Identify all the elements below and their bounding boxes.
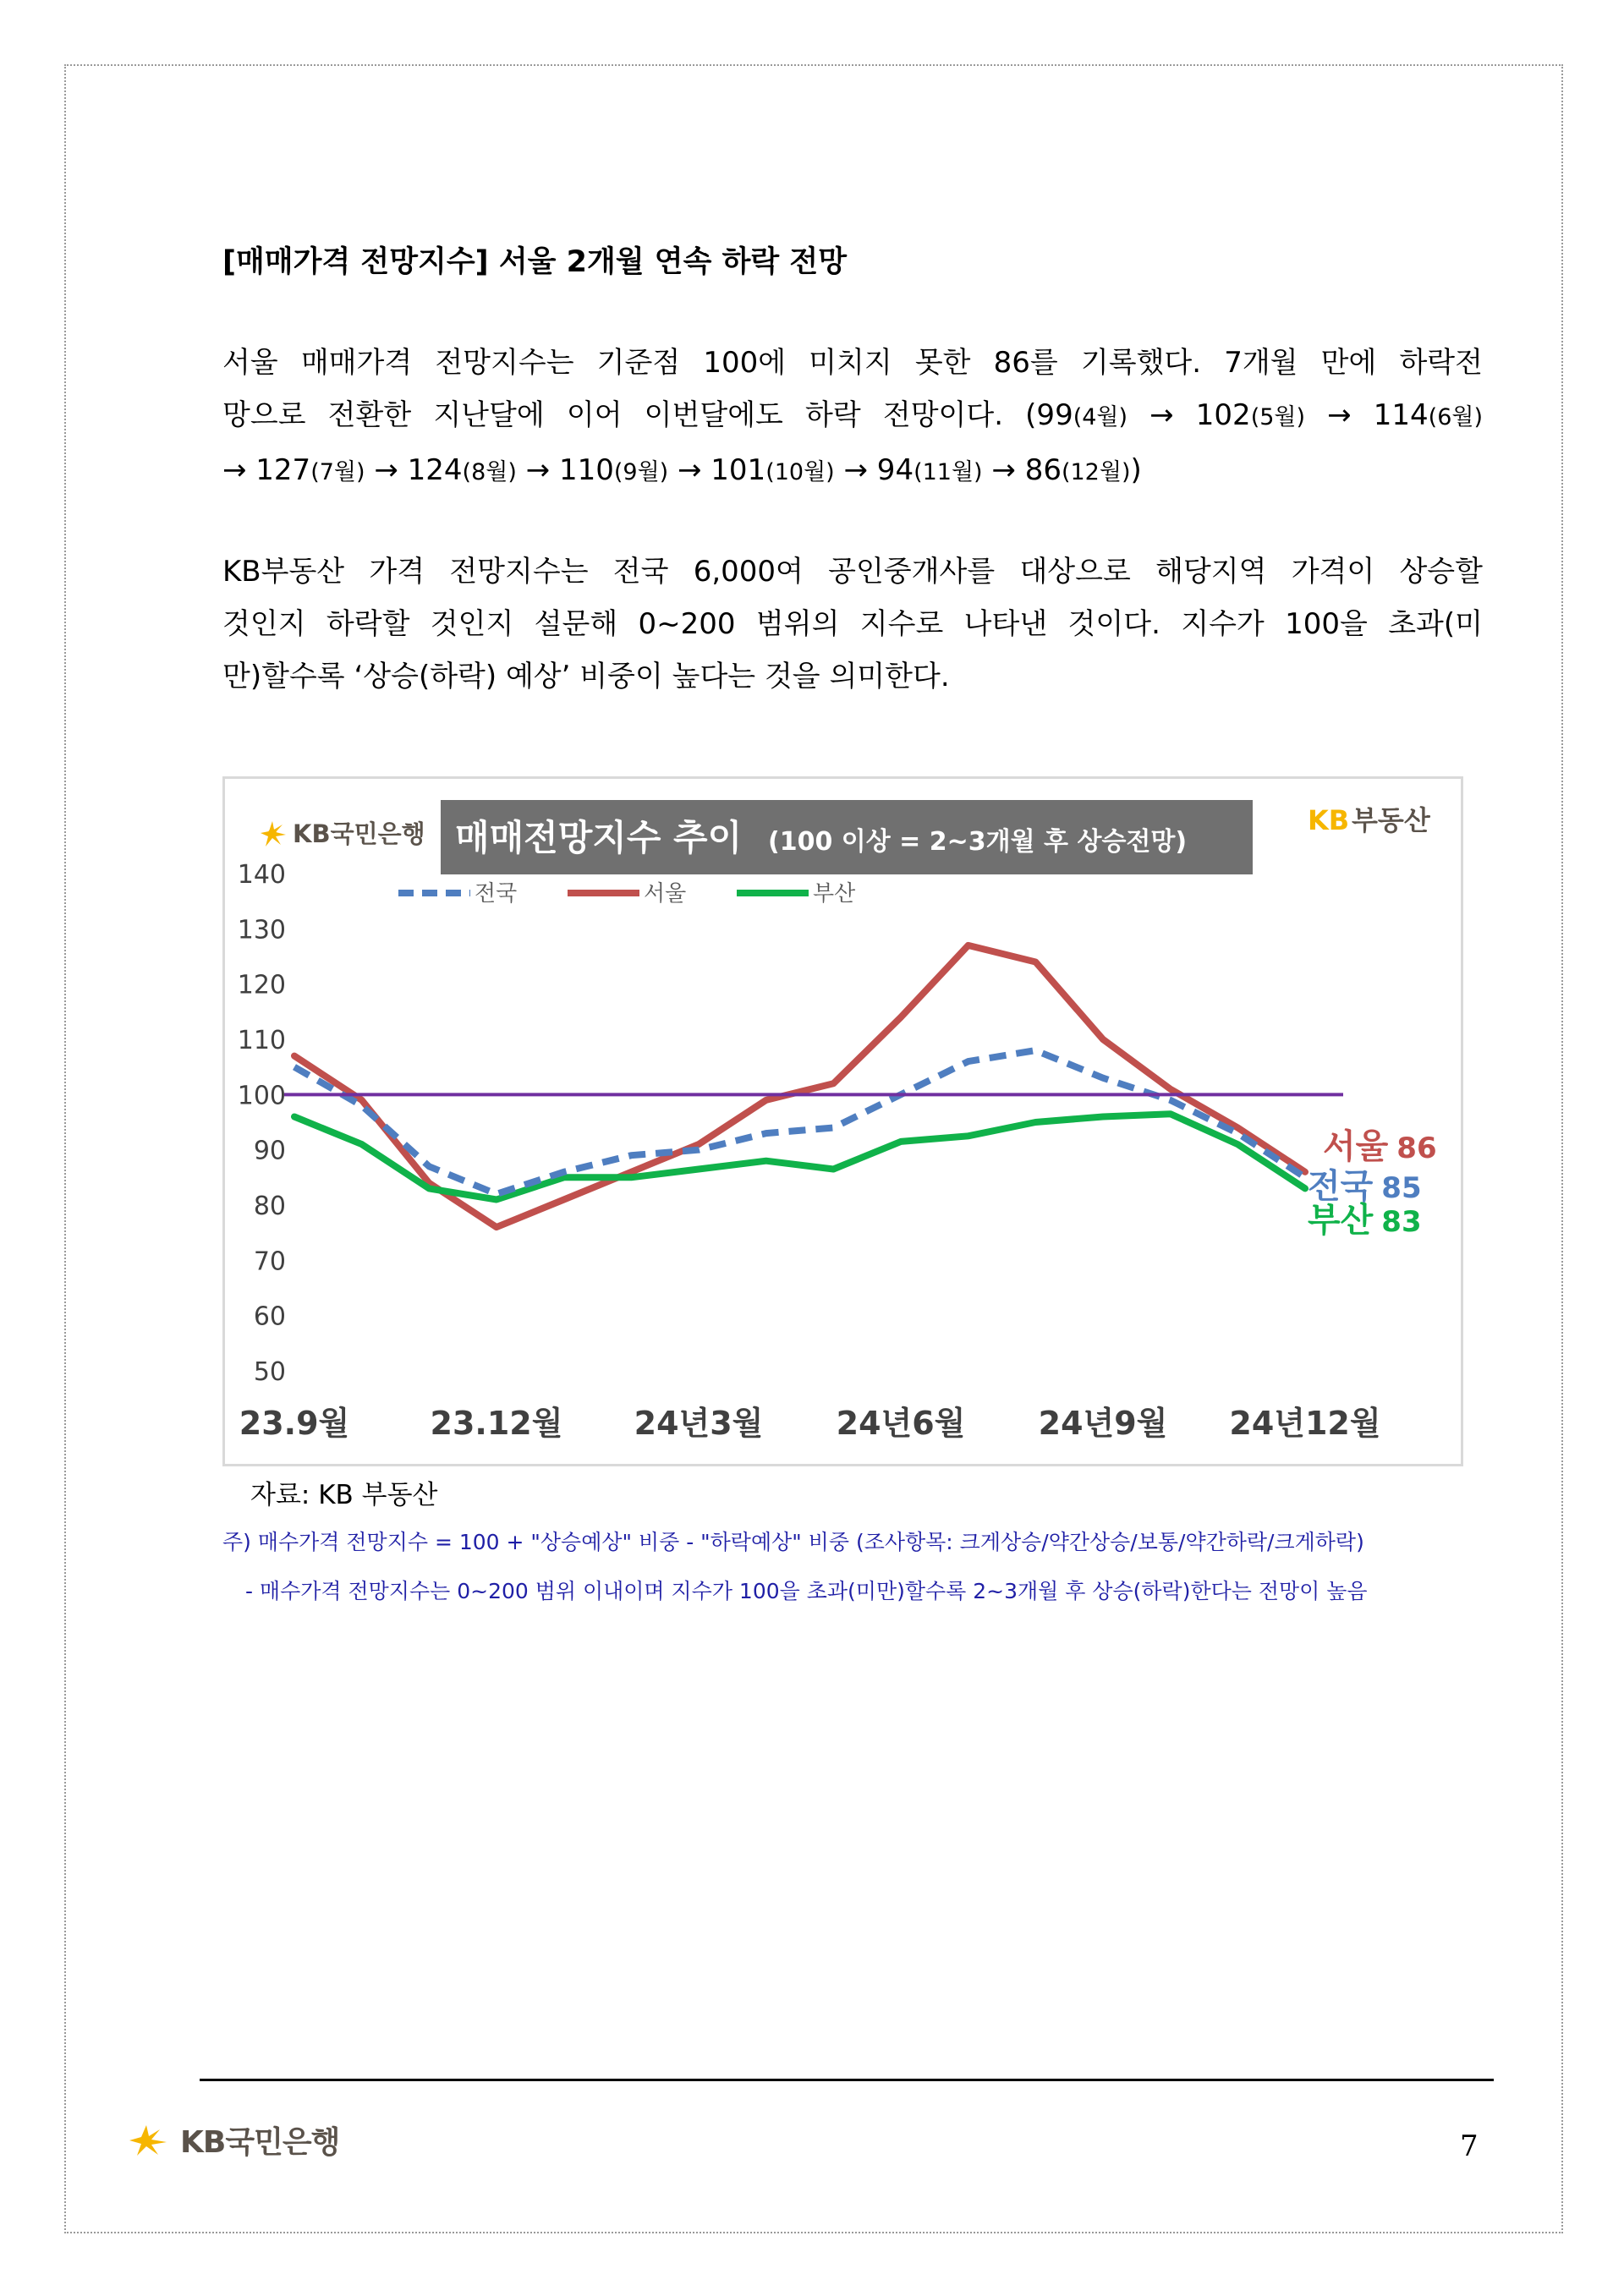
month-sub: (6월) — [1428, 404, 1483, 430]
legend-label-seoul: 서울 — [644, 881, 687, 907]
month-sub: (10월) — [765, 459, 835, 485]
x-tick-label: 23.9월 — [239, 1405, 350, 1442]
month-sub: (5월) — [1250, 404, 1306, 430]
y-tick-label: 140 — [237, 860, 286, 890]
closing-paren: ) — [1130, 453, 1142, 487]
y-tick-label: 70 — [253, 1247, 286, 1277]
para2-line1: KB부동산 가격 전망지수는 전국 6,000여 공인중개사를 대상으로 해당지역 가격이 상승할 — [222, 555, 1483, 589]
kb-realestate-logo-kb: KB — [1308, 804, 1350, 836]
month-value: → 102 — [1127, 398, 1251, 432]
chart-title: 매매전망지수 추이 — [455, 817, 743, 858]
para2-line3: 만)할수록 ‘상승(하락) 예상’ 비중이 높다는 것을 의미한다. — [222, 660, 950, 693]
paragraph-seoul-outlook — [222, 337, 1483, 499]
price-outlook-chart — [225, 779, 1461, 1464]
footer-logo — [129, 2118, 339, 2162]
source-note: 자료: KB 부동산 — [250, 1480, 438, 1510]
kb-bank-logo-text: KB국민은행 — [293, 819, 425, 848]
chart-legend — [398, 881, 855, 907]
para2-line2: 것인지 하락할 것인지 설문해 0~200 범위의 지수로 나타낸 것이다. 지수가 100을 초과(미 — [222, 607, 1483, 641]
paragraph-index-definition — [222, 545, 1483, 703]
month-value: → 110 — [516, 453, 614, 487]
footnote-range: - 매수가격 전망지수는 0~200 범위 이내이며 지수가 100을 초과(미만)할수록 2~3개월 후 상승(하락)한다는 전망이 높음 — [245, 1579, 1368, 1603]
footnote-definition: 주) 매수가격 전망지수 = 100 + "상승예상" 비중 - "하락예상" 비중 (조사항목: 크게상승/약간상승/보통/약간하락/크게하락) — [222, 1530, 1364, 1554]
y-tick-label: 130 — [237, 915, 286, 945]
y-tick-label: 100 — [237, 1081, 286, 1111]
footer-divider — [200, 2079, 1494, 2081]
footer-logo-text: KB국민은행 — [180, 2125, 340, 2160]
y-tick-label: 50 — [253, 1357, 286, 1387]
y-tick-label: 120 — [237, 970, 286, 1000]
y-axis — [238, 860, 286, 1387]
x-tick-label: 24년9월 — [1038, 1405, 1168, 1442]
end-labels — [1308, 1127, 1437, 1240]
para1-line3 — [222, 444, 1483, 499]
month-value: → 124 — [365, 453, 463, 487]
month-sub: (8월) — [462, 459, 517, 485]
y-tick-label: 60 — [253, 1301, 286, 1332]
month-value: → 94 — [834, 453, 914, 487]
month-sub: (4월) — [1073, 404, 1128, 430]
y-tick-label: 110 — [237, 1026, 286, 1055]
chart-subtitle: (100 이상 = 2~3개월 후 상승전망) — [768, 827, 1188, 857]
month-sub: (9월) — [613, 459, 669, 485]
end-label-seoul: 서울 86 — [1323, 1127, 1437, 1166]
y-tick-label: 90 — [253, 1136, 286, 1166]
section-heading: [매매가격 전망지수] 서울 2개월 연속 하락 전망 — [222, 245, 848, 279]
series-line-seoul — [294, 945, 1305, 1227]
month-sub: (7월) — [310, 459, 365, 485]
month-value: → 101 — [668, 453, 766, 487]
x-tick-label: 23.12월 — [430, 1405, 563, 1442]
plot-area — [284, 945, 1343, 1227]
para1-line2 — [222, 389, 1483, 444]
month-sub: (11월) — [914, 459, 983, 485]
para1-line2-main: 망으로 전환한 지난달에 이어 이번달에도 하락 전망이다. (99 — [222, 398, 1073, 432]
end-label-national: 전국 85 — [1308, 1167, 1422, 1206]
legend-label-busan: 부산 — [813, 881, 856, 907]
month-sub: (12월) — [1061, 459, 1131, 485]
month-value: → 127 — [222, 453, 311, 487]
y-tick-label: 80 — [253, 1192, 286, 1221]
x-tick-label: 24년3월 — [634, 1405, 764, 1442]
end-label-busan: 부산 83 — [1308, 1201, 1422, 1240]
page-number: 7 — [1460, 2129, 1479, 2163]
x-tick-label: 24년12월 — [1229, 1405, 1381, 1442]
x-tick-label: 24년6월 — [836, 1405, 966, 1442]
kb-star-icon — [261, 821, 286, 847]
kb-star-icon — [129, 2123, 173, 2157]
series-line-busan — [294, 1114, 1305, 1199]
month-value: → 114 — [1305, 398, 1429, 432]
x-axis — [239, 1405, 1381, 1442]
para1-line1: 서울 매매가격 전망지수는 기준점 100에 미치지 못한 86를 기록했다. 7개월 만에 하락전 — [222, 346, 1483, 380]
kb-realestate-logo-text: 부동산 — [1352, 804, 1430, 836]
kb-bank-logo — [261, 819, 425, 848]
series-line-national — [294, 1050, 1305, 1194]
legend-label-national: 전국 — [475, 881, 518, 907]
month-value: → 86 — [982, 453, 1062, 487]
chart-figure — [222, 776, 1463, 1466]
